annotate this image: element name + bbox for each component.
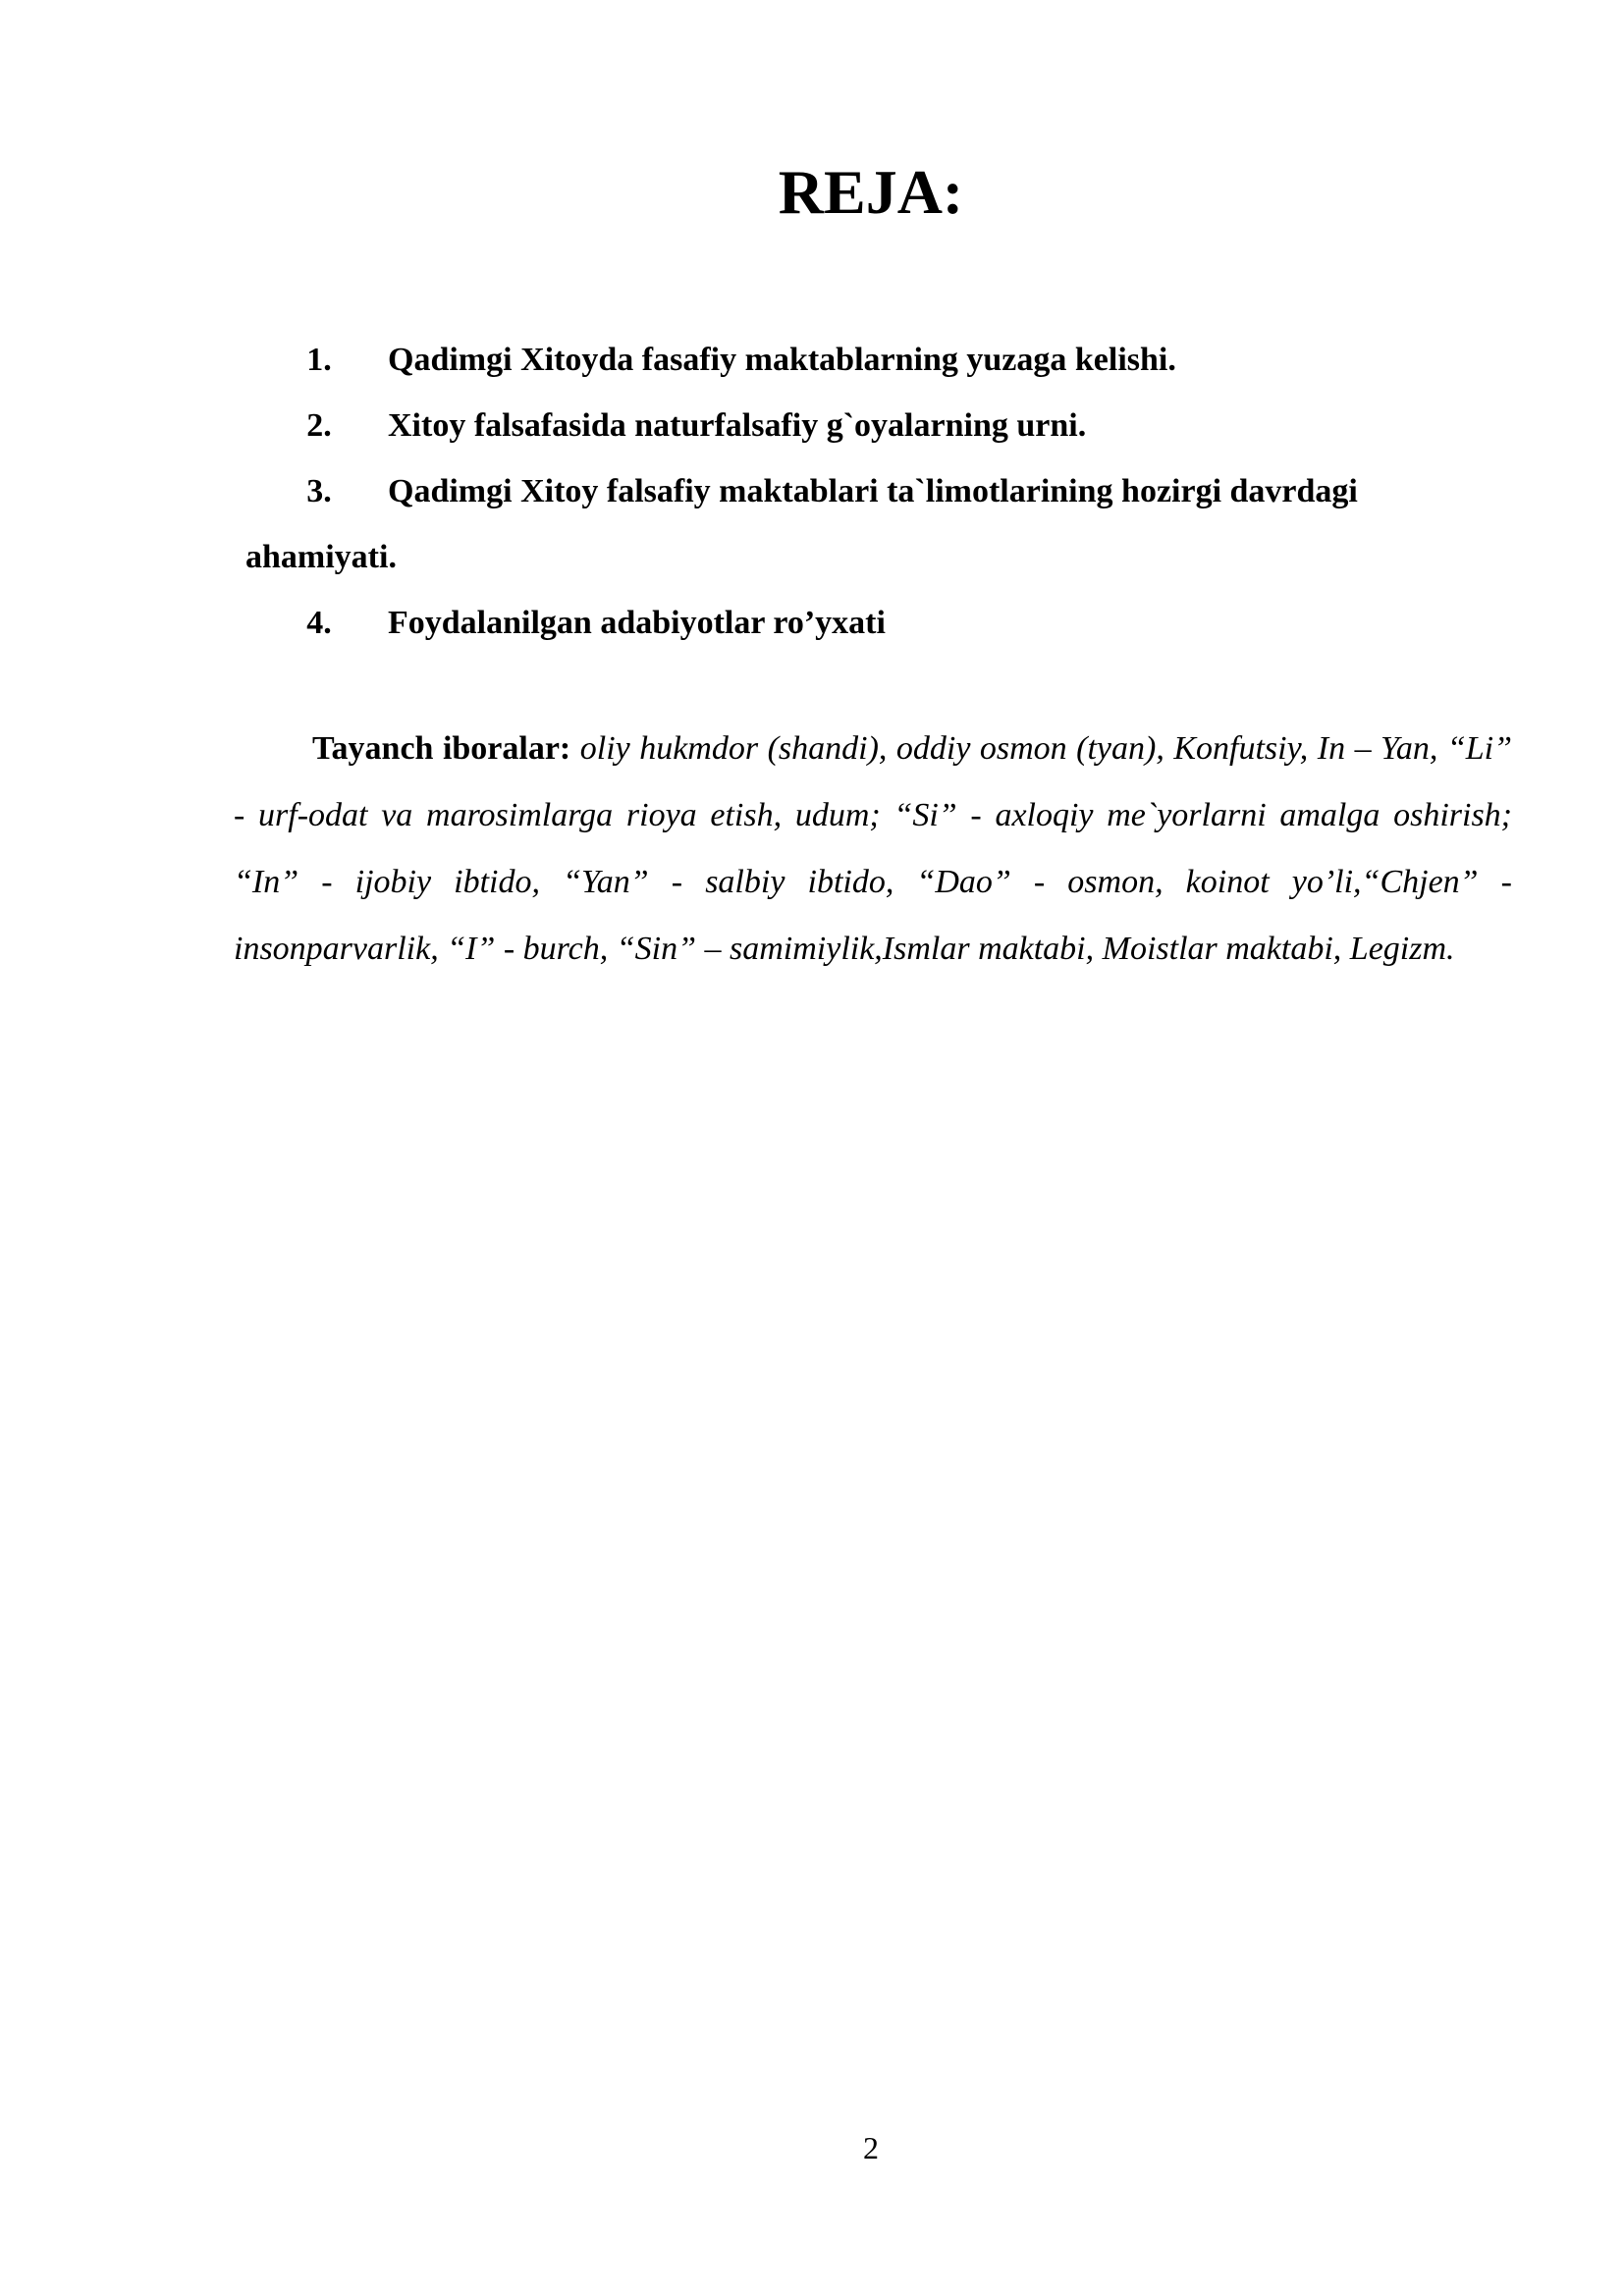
keywords-text: oliy hukmdor (shandi), oddiy osmon (tyan), Konfutsiy, In – Yan, “Li” - urf-odat va marosimlarga rioya etish, udum; “Si” - axloqiy me`yorlarni amalga oshirish; “In” - ijobiy ibtido, “Yan” - salbiy ibtido, “Dao” - osmon, koinot yo’li,“Chjen” - insonparvarlik, “I” - burch, “Sin” – samimiylik,Ismlar maktabi, Moistlar maktabi, Legizm. — [234, 730, 1513, 967]
plan-item-1 — [250, 327, 1507, 393]
plan-item-text: Foydalanilgan adabiyotlar ro’yxati — [388, 605, 886, 641]
plan-item-continuation-text: ahamiyati. — [245, 539, 397, 575]
plan-item-number: 3. — [306, 473, 332, 509]
plan-item-3-continuation — [245, 524, 1502, 590]
plan-item-text: Qadimgi Xitoyda fasafiy maktablarning yuzaga kelishi. — [388, 342, 1176, 378]
keywords-paragraph — [234, 716, 1512, 983]
plan-item-number: 2. — [306, 407, 332, 444]
plan-list — [245, 327, 1507, 656]
plan-item-number: 1. — [306, 342, 332, 378]
plan-item-number: 4. — [306, 605, 332, 641]
page-title: REJA: — [778, 157, 964, 227]
keywords-label: Tayanch iboralar: — [312, 730, 571, 767]
plan-item-3 — [250, 458, 1507, 524]
plan-item-text: Xitoy falsafasida naturfalsafiy g`oyalarning urni. — [388, 407, 1087, 444]
plan-item-2 — [250, 393, 1507, 458]
page-number: 2 — [863, 2130, 879, 2165]
plan-item-4 — [250, 590, 1507, 656]
plan-item-text: Qadimgi Xitoy falsafiy maktablari ta`limotlarining hozirgi davrdagi — [388, 473, 1358, 509]
